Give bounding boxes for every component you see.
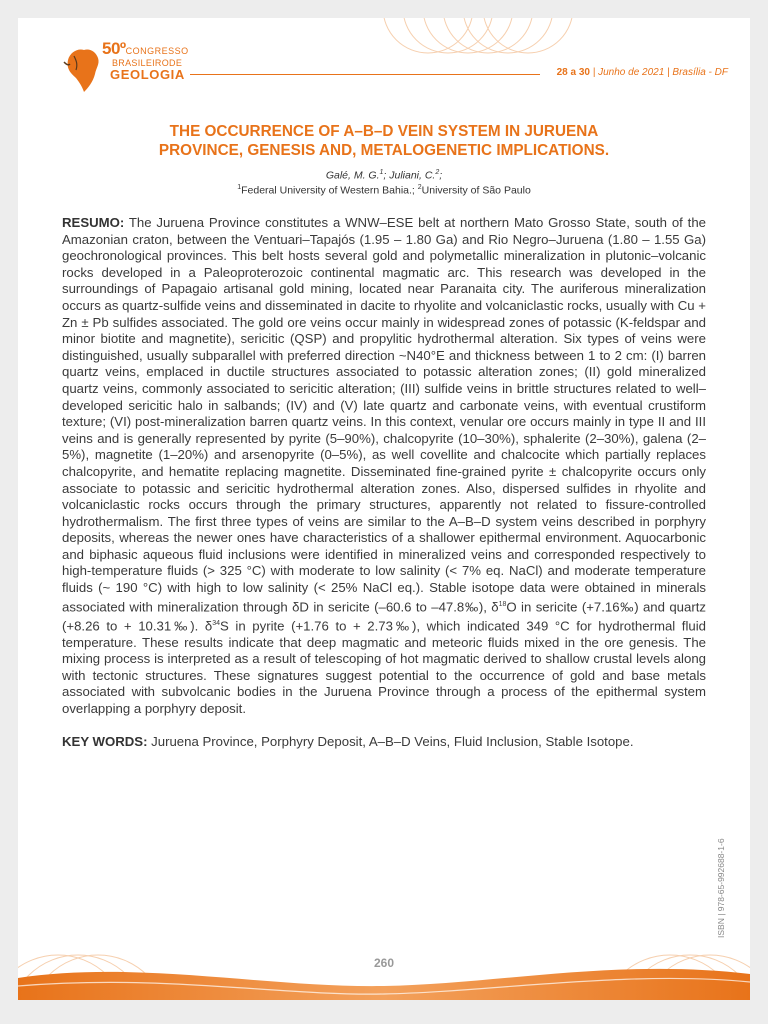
author-1-sup: 1 <box>379 169 384 176</box>
keywords <box>62 734 706 751</box>
page-number: 260 <box>373 956 395 970</box>
abstract-text-3: S in pyrite (+1.76 to + 2.73‰), which indicated 349 °C for hydrothermal fluid temperature. These results indicate that deep magmatic and meteoric fluids mixed in the ore genesis. The mixing process is interpreted as a result of telescoping of hot magmatic derived to shallow crustal levels along with tectonic structures. These signatures suggest potential to the occurrence of gold and base metals associated with subvolcanic bodies in the Juruena Province through a process of the epithermal system overlapping a porphyry deposit. <box>62 618 707 716</box>
brazil-map-icon <box>62 42 102 94</box>
logo-brasil: BRASILEIRODE <box>112 58 183 68</box>
header-date-days: 28 a 30 <box>556 67 590 78</box>
header-date-rest: | Junho de 2021 | Brasília - DF <box>589 67 728 78</box>
affil-2-sup: 2 <box>417 184 422 191</box>
title-line-2: PROVINCE, GENESIS AND, METALOGENETIC IMPLICATIONS. <box>158 142 610 159</box>
author-separator: ; <box>383 169 390 182</box>
author-2: Juliani, C. <box>389 169 436 182</box>
page <box>18 18 750 1000</box>
keywords-label: KEY WORDS: <box>62 734 148 749</box>
abstract-sup-2: 34 <box>212 619 221 627</box>
affil-1: Federal University of Western Bahia.; <box>241 184 418 197</box>
isbn-text: ISBN | 978-65-992688-1-6 <box>716 838 726 938</box>
abstract <box>62 215 706 718</box>
logo-number: 50º <box>102 39 126 58</box>
abstract-text: The Juruena Province constitutes a WNW–ESE belt at northern Mato Grosso State, south of the Amazonian craton, between the Ventuari–Tapajós (1.95 – 1.80 Ga) and Rio Negro–Juruena (1.80 – 1.55 Ga) geochronological provinces. This belt hosts several gold and polymetallic mineralization in plutonic–volcanic rocks developed in a Paleoproterozoic continental magmatic arc. This research was developed in the surroundings of Papagaio artisanal gold mining, located near Paranaita city. The auriferous mineralization occurs as quartz-sulfide veins and disseminated in dacite to rhyolite and volcaniclastic rocks, usually with Cu + Zn ± Pb sulfides associated. The gold ore veins occur mainly in widespread zones of potassic (K-feldspar and minor biotite and magnetite), sericitic (QSP) and propylitic hydrothermal alteration. Six types of veins were distinguished, usually subparallel with preferred direction ~N40°E and thickness between 1 to 2 cm: (I) barren quartz veins, emplaced in ductile structures associated to potassic alteration zones; (II) gold mineralized quartz veins, commonly associated to sericitic alteration; (III) sulfide veins in brittle structures related to well–developed sericitic halo in salbands; (IV) and (V) late quartz and carbonate veins, with eventual crustiform texture; (VI) post-mineralization barren quartz veins. In this context, venular ore occurs mainly in type II and III veins and is generally represented by pyrite (5–90%), chalcopyrite (10–30%), sphalerite (2–30%), galena (2–5%), magnetite (1–20%) and arsenopyrite (0–5%), as well covellite and chalcocite which partially replaces chalcopyrite, and hematite replacing magnetite. Disseminated fine-grained pyrite ± chalcopyrite occurs only associate to potassic and sericitic hydrothermal alteration zones. Also, dispersed sulfides in rhyolite and volcaniclastic rocks occurs through the primary structures, apparently not related to fissure-controlled hydrothermalism. The first three types of veins are similar to the A–B–D system veins described in porphyry deposits, whereas the newer ones have characteristics of a shallower epithermal environment. Aquocarbonic and biphasic aqueous fluid inclusions were identified in mineralized veins and corresponded respectively to high-temperature fluids (> 325 °C) with moderate to low salinity (< 7% eq. NaCl) and moderate temperature fluids (~ 190 °C) with high to low salinity (< 25% NaCl eq.). Stable isotope data were obtained in minerals associated with mineralization through δD in sericite (–60.6 to –47.8‰), δ <box>62 215 706 615</box>
header-divider <box>190 74 540 75</box>
abstract-text-2: O in sericite (+7.16‰) and quartz (+8.26 to + 10.31‰). δ <box>62 599 706 634</box>
author-1: Galé, M. G. <box>325 169 380 182</box>
logo-geologia: GEOLOGIA <box>110 67 185 82</box>
keywords-text: Juruena Province, Porphyry Deposit, A–B–D Veins, Fluid Inclusion, Stable Isotope. <box>147 734 634 749</box>
abstract-sup-1: 18 <box>498 600 507 608</box>
title-line-1: THE OCCURRENCE OF A–B–D VEIN SYSTEM IN JURUENA <box>169 123 599 140</box>
logo-congress: CONGRESSO <box>125 46 189 56</box>
author-2-sup: 2 <box>435 169 440 176</box>
abstract-label: RESUMO: <box>62 215 125 230</box>
affil-1-sup: 1 <box>237 184 242 191</box>
author-trailing: ; <box>439 169 443 182</box>
congress-logo <box>62 38 252 96</box>
authors <box>78 169 690 182</box>
affil-2: University of São Paulo <box>421 184 531 197</box>
header-date <box>557 67 728 78</box>
article-title <box>78 122 690 160</box>
affiliations <box>78 184 690 197</box>
